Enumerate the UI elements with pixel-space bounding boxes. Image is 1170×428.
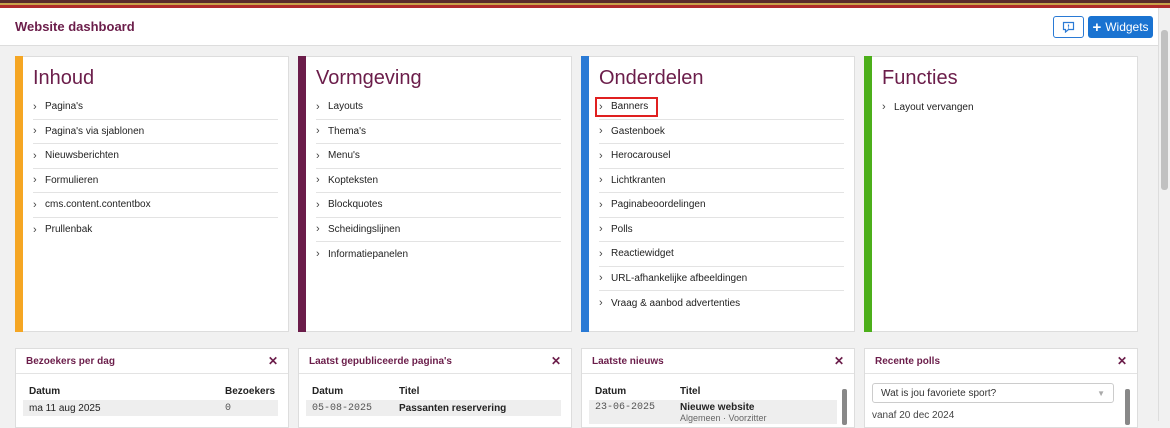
list-item[interactable] (599, 95, 844, 120)
list-item-label: Blockquotes (328, 199, 383, 211)
list-item[interactable] (33, 218, 278, 243)
column-header: Datum (29, 385, 61, 397)
poll-date: vanaf 20 dec 2024 (872, 410, 955, 421)
chevron-right-icon: › (599, 100, 603, 113)
chat-icon (1062, 21, 1075, 33)
widget-scrollbar[interactable] (842, 389, 847, 425)
list-item-label: Polls (611, 223, 633, 235)
list-item-label: Paginabeoordelingen (611, 199, 706, 211)
table-row (23, 400, 278, 416)
chevron-right-icon: › (33, 198, 37, 211)
list-item-label: Herocarousel (611, 150, 671, 162)
widget-title: Bezoekers per dag (26, 355, 115, 367)
widget-scrollbar[interactable] (1125, 389, 1130, 425)
list-item[interactable] (316, 218, 561, 243)
card-accent-bar (15, 56, 23, 332)
table-row[interactable] (306, 400, 561, 416)
list-item[interactable] (316, 120, 561, 145)
chevron-right-icon: › (316, 125, 320, 138)
row-date: 23-06-2025 (595, 402, 656, 413)
plus-icon: + (1092, 18, 1102, 36)
card-accent-bar (864, 56, 872, 332)
chevron-right-icon: › (599, 223, 603, 236)
list-item[interactable] (599, 242, 844, 267)
list-item[interactable] (599, 267, 844, 292)
widget-visitors (15, 348, 289, 428)
chevron-right-icon: › (33, 174, 37, 187)
poll-select-value: Wat is jou favoriete sport? (881, 387, 997, 399)
card-accent-bar (298, 56, 306, 332)
chevron-right-icon: › (33, 149, 37, 162)
pages-table (306, 382, 561, 416)
chevron-right-icon: › (599, 125, 603, 138)
chevron-right-icon: › (316, 198, 320, 211)
widget-latest-news (581, 348, 855, 428)
list-item[interactable] (316, 144, 561, 169)
column-header: Bezoekers (225, 385, 276, 397)
add-widgets-label: Widgets (1105, 20, 1149, 34)
chevron-right-icon: › (599, 297, 603, 310)
row-date: ma 11 aug 2025 (29, 402, 101, 414)
column-header: Datum (312, 385, 344, 397)
list-item[interactable] (33, 144, 278, 169)
card-onderdelen (581, 56, 855, 332)
list-item-label: Banners (611, 101, 649, 113)
chevron-right-icon: › (316, 174, 320, 187)
close-icon[interactable]: ✕ (550, 354, 561, 368)
dashboard-header (0, 8, 1158, 46)
row-title: Nieuwe website (680, 402, 755, 413)
list-item-label: Kopteksten (328, 174, 379, 186)
list-item[interactable] (33, 120, 278, 145)
list-item[interactable] (599, 218, 844, 243)
list-item-label: Vraag & aanbod advertenties (611, 297, 741, 309)
list-item[interactable] (882, 95, 1127, 120)
table-row[interactable] (589, 400, 837, 424)
poll-select[interactable] (872, 383, 1114, 403)
list-item[interactable] (316, 169, 561, 194)
card-inhoud (15, 56, 289, 332)
list-item-label: Menu's (328, 150, 360, 162)
close-icon[interactable]: ✕ (267, 354, 278, 368)
list-item[interactable] (316, 95, 561, 120)
card-title: Functies (882, 67, 958, 89)
widget-title: Laatst gepubliceerde pagina's (309, 355, 452, 367)
list-item[interactable] (33, 95, 278, 120)
chevron-right-icon: › (599, 174, 603, 187)
list-item[interactable] (599, 291, 844, 316)
widget-title: Recente polls (875, 355, 941, 367)
card-accent-bar (581, 56, 589, 332)
card-vormgeving (298, 56, 572, 332)
chevron-right-icon: › (33, 223, 37, 236)
chevron-right-icon: › (599, 272, 603, 285)
widget-latest-pages (298, 348, 572, 428)
list-item-label: Formulieren (45, 174, 99, 186)
list-item-label: Layout vervangen (894, 101, 974, 113)
chevron-down-icon: ▼ (1097, 388, 1105, 398)
card-link-list (599, 95, 844, 316)
card-link-list (882, 95, 1127, 120)
row-title: Passanten reservering (399, 402, 507, 414)
list-item-label: Pagina's via sjablonen (45, 125, 145, 137)
chevron-right-icon: › (599, 198, 603, 211)
list-item[interactable] (599, 120, 844, 145)
card-title: Vormgeving (316, 67, 422, 89)
list-item-label: Gastenboek (611, 125, 665, 137)
news-table (589, 382, 837, 424)
chevron-right-icon: › (316, 248, 320, 261)
chevron-right-icon: › (599, 149, 603, 162)
chevron-right-icon: › (316, 223, 320, 236)
column-header: Titel (399, 385, 420, 397)
page-scrollbar[interactable] (1158, 8, 1170, 421)
column-header: Titel (680, 385, 701, 397)
card-link-list (316, 95, 561, 267)
chevron-right-icon: › (33, 125, 37, 138)
chevron-right-icon: › (599, 247, 603, 260)
card-link-list (33, 95, 278, 242)
list-item[interactable] (599, 144, 844, 169)
widget-recent-polls (864, 348, 1138, 428)
list-item[interactable] (316, 193, 561, 218)
list-item[interactable] (316, 242, 561, 267)
page-title: Website dashboard (15, 19, 135, 34)
card-functies (864, 56, 1138, 332)
chevron-right-icon: › (316, 100, 320, 113)
visitors-table (23, 382, 278, 416)
close-icon[interactable]: ✕ (833, 354, 844, 368)
list-item-label: Pagina's (45, 101, 84, 113)
list-item[interactable] (599, 169, 844, 194)
list-item-label: Informatiepanelen (328, 248, 409, 260)
add-widgets-button[interactable] (1088, 16, 1153, 38)
chevron-right-icon: › (33, 100, 37, 113)
list-item[interactable] (33, 169, 278, 194)
chevron-right-icon: › (316, 149, 320, 162)
widget-title: Laatste nieuws (592, 355, 664, 367)
list-item[interactable] (599, 193, 844, 218)
list-item-label: Thema's (328, 125, 367, 137)
list-item-label: Nieuwsberichten (45, 150, 119, 162)
list-item-label: Layouts (328, 101, 364, 113)
card-title: Inhoud (33, 67, 95, 89)
list-item[interactable] (33, 193, 278, 218)
chevron-right-icon: › (882, 101, 886, 114)
close-icon[interactable]: ✕ (1116, 354, 1127, 368)
scrollbar-thumb[interactable] (1161, 30, 1168, 190)
row-date: 05-08-2025 (312, 402, 373, 414)
list-item-label: Reactiewidget (611, 248, 674, 260)
row-subtitle: Algemeen · Voorzitter (680, 413, 767, 423)
highlight-box (599, 101, 654, 113)
card-title: Onderdelen (599, 67, 704, 89)
top-accent-stripe (0, 0, 1170, 8)
row-value: 0 (225, 402, 232, 414)
column-header: Datum (595, 385, 627, 397)
list-item-label: Prullenbak (45, 224, 93, 236)
list-item-label: Lichtkranten (611, 174, 666, 186)
list-item-label: Scheidingslijnen (328, 223, 401, 235)
list-item-label: cms.content.contentbox (45, 199, 151, 211)
list-item-label: URL-afhankelijke afbeeldingen (611, 272, 748, 284)
feedback-button[interactable] (1053, 16, 1084, 38)
